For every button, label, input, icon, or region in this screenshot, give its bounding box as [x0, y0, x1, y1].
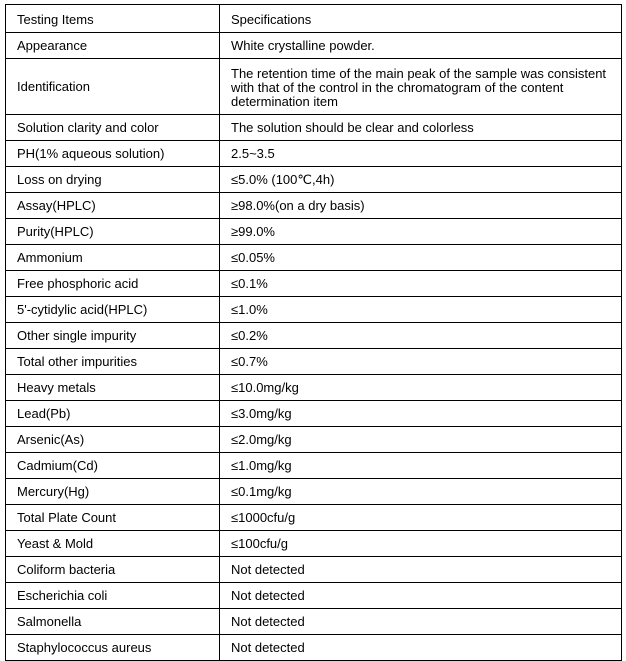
- testing-item-cell: Lead(Pb): [6, 401, 220, 427]
- table-row: [6, 635, 622, 661]
- table-row: [6, 297, 622, 323]
- specification-table: [5, 4, 622, 661]
- testing-item-cell: Coliform bacteria: [6, 557, 220, 583]
- specification-cell: ≤3.0mg/kg: [220, 401, 622, 427]
- specification-cell: White crystalline powder.: [220, 33, 622, 59]
- specification-cell: Not detected: [220, 557, 622, 583]
- table-row: [6, 375, 622, 401]
- testing-item-cell: Total Plate Count: [6, 505, 220, 531]
- table-row: [6, 453, 622, 479]
- specification-cell: The solution should be clear and colorless: [220, 115, 622, 141]
- testing-item-cell: Solution clarity and color: [6, 115, 220, 141]
- testing-item-cell: Salmonella: [6, 609, 220, 635]
- testing-item-cell: Arsenic(As): [6, 427, 220, 453]
- table-row: [6, 349, 622, 375]
- table-header-row: [6, 5, 622, 33]
- testing-item-cell: Staphylococcus aureus: [6, 635, 220, 661]
- specification-cell: ≤0.05%: [220, 245, 622, 271]
- specification-cell: ≤1000cfu/g: [220, 505, 622, 531]
- table-row: [6, 245, 622, 271]
- table-row: [6, 141, 622, 167]
- specification-cell: ≤0.1%: [220, 271, 622, 297]
- specification-cell: ≤100cfu/g: [220, 531, 622, 557]
- table-row: [6, 323, 622, 349]
- table-row: [6, 479, 622, 505]
- table-row: [6, 59, 622, 115]
- table-row: [6, 583, 622, 609]
- testing-item-cell: Heavy metals: [6, 375, 220, 401]
- specification-cell: ≤5.0% (100℃,4h): [220, 167, 622, 193]
- specification-cell: ≤10.0mg/kg: [220, 375, 622, 401]
- testing-item-cell: PH(1% aqueous solution): [6, 141, 220, 167]
- testing-item-cell: Purity(HPLC): [6, 219, 220, 245]
- table-row: [6, 219, 622, 245]
- specification-cell: ≤0.2%: [220, 323, 622, 349]
- testing-item-cell: Ammonium: [6, 245, 220, 271]
- specification-cell: ≤2.0mg/kg: [220, 427, 622, 453]
- specification-cell: ≥98.0%(on a dry basis): [220, 193, 622, 219]
- table-row: [6, 271, 622, 297]
- testing-item-cell: Identification: [6, 59, 220, 115]
- specification-cell: ≤1.0mg/kg: [220, 453, 622, 479]
- header-testing-items: Testing Items: [6, 5, 220, 33]
- table-row: [6, 505, 622, 531]
- specification-cell: The retention time of the main peak of the sample was consistent with that of the control in the chromatogram of the content determination item: [220, 59, 622, 115]
- testing-item-cell: Cadmium(Cd): [6, 453, 220, 479]
- testing-item-cell: Other single impurity: [6, 323, 220, 349]
- specification-cell: ≤1.0%: [220, 297, 622, 323]
- testing-item-cell: Appearance: [6, 33, 220, 59]
- table-row: [6, 609, 622, 635]
- testing-item-cell: Total other impurities: [6, 349, 220, 375]
- table-row: [6, 193, 622, 219]
- specification-cell: ≤0.1mg/kg: [220, 479, 622, 505]
- header-specifications: Specifications: [220, 5, 622, 33]
- specification-cell: ≤0.7%: [220, 349, 622, 375]
- testing-item-cell: Free phosphoric acid: [6, 271, 220, 297]
- table-row: [6, 531, 622, 557]
- testing-item-cell: Yeast & Mold: [6, 531, 220, 557]
- specification-cell: Not detected: [220, 635, 622, 661]
- specification-cell: 2.5~3.5: [220, 141, 622, 167]
- testing-item-cell: Mercury(Hg): [6, 479, 220, 505]
- testing-item-cell: 5'-cytidylic acid(HPLC): [6, 297, 220, 323]
- table-row: [6, 33, 622, 59]
- table-row: [6, 427, 622, 453]
- table-row: [6, 167, 622, 193]
- table-row: [6, 557, 622, 583]
- specification-cell: ≥99.0%: [220, 219, 622, 245]
- testing-item-cell: Escherichia coli: [6, 583, 220, 609]
- testing-item-cell: Assay(HPLC): [6, 193, 220, 219]
- specification-cell: Not detected: [220, 583, 622, 609]
- table-row: [6, 401, 622, 427]
- table-row: [6, 115, 622, 141]
- testing-item-cell: Loss on drying: [6, 167, 220, 193]
- specification-cell: Not detected: [220, 609, 622, 635]
